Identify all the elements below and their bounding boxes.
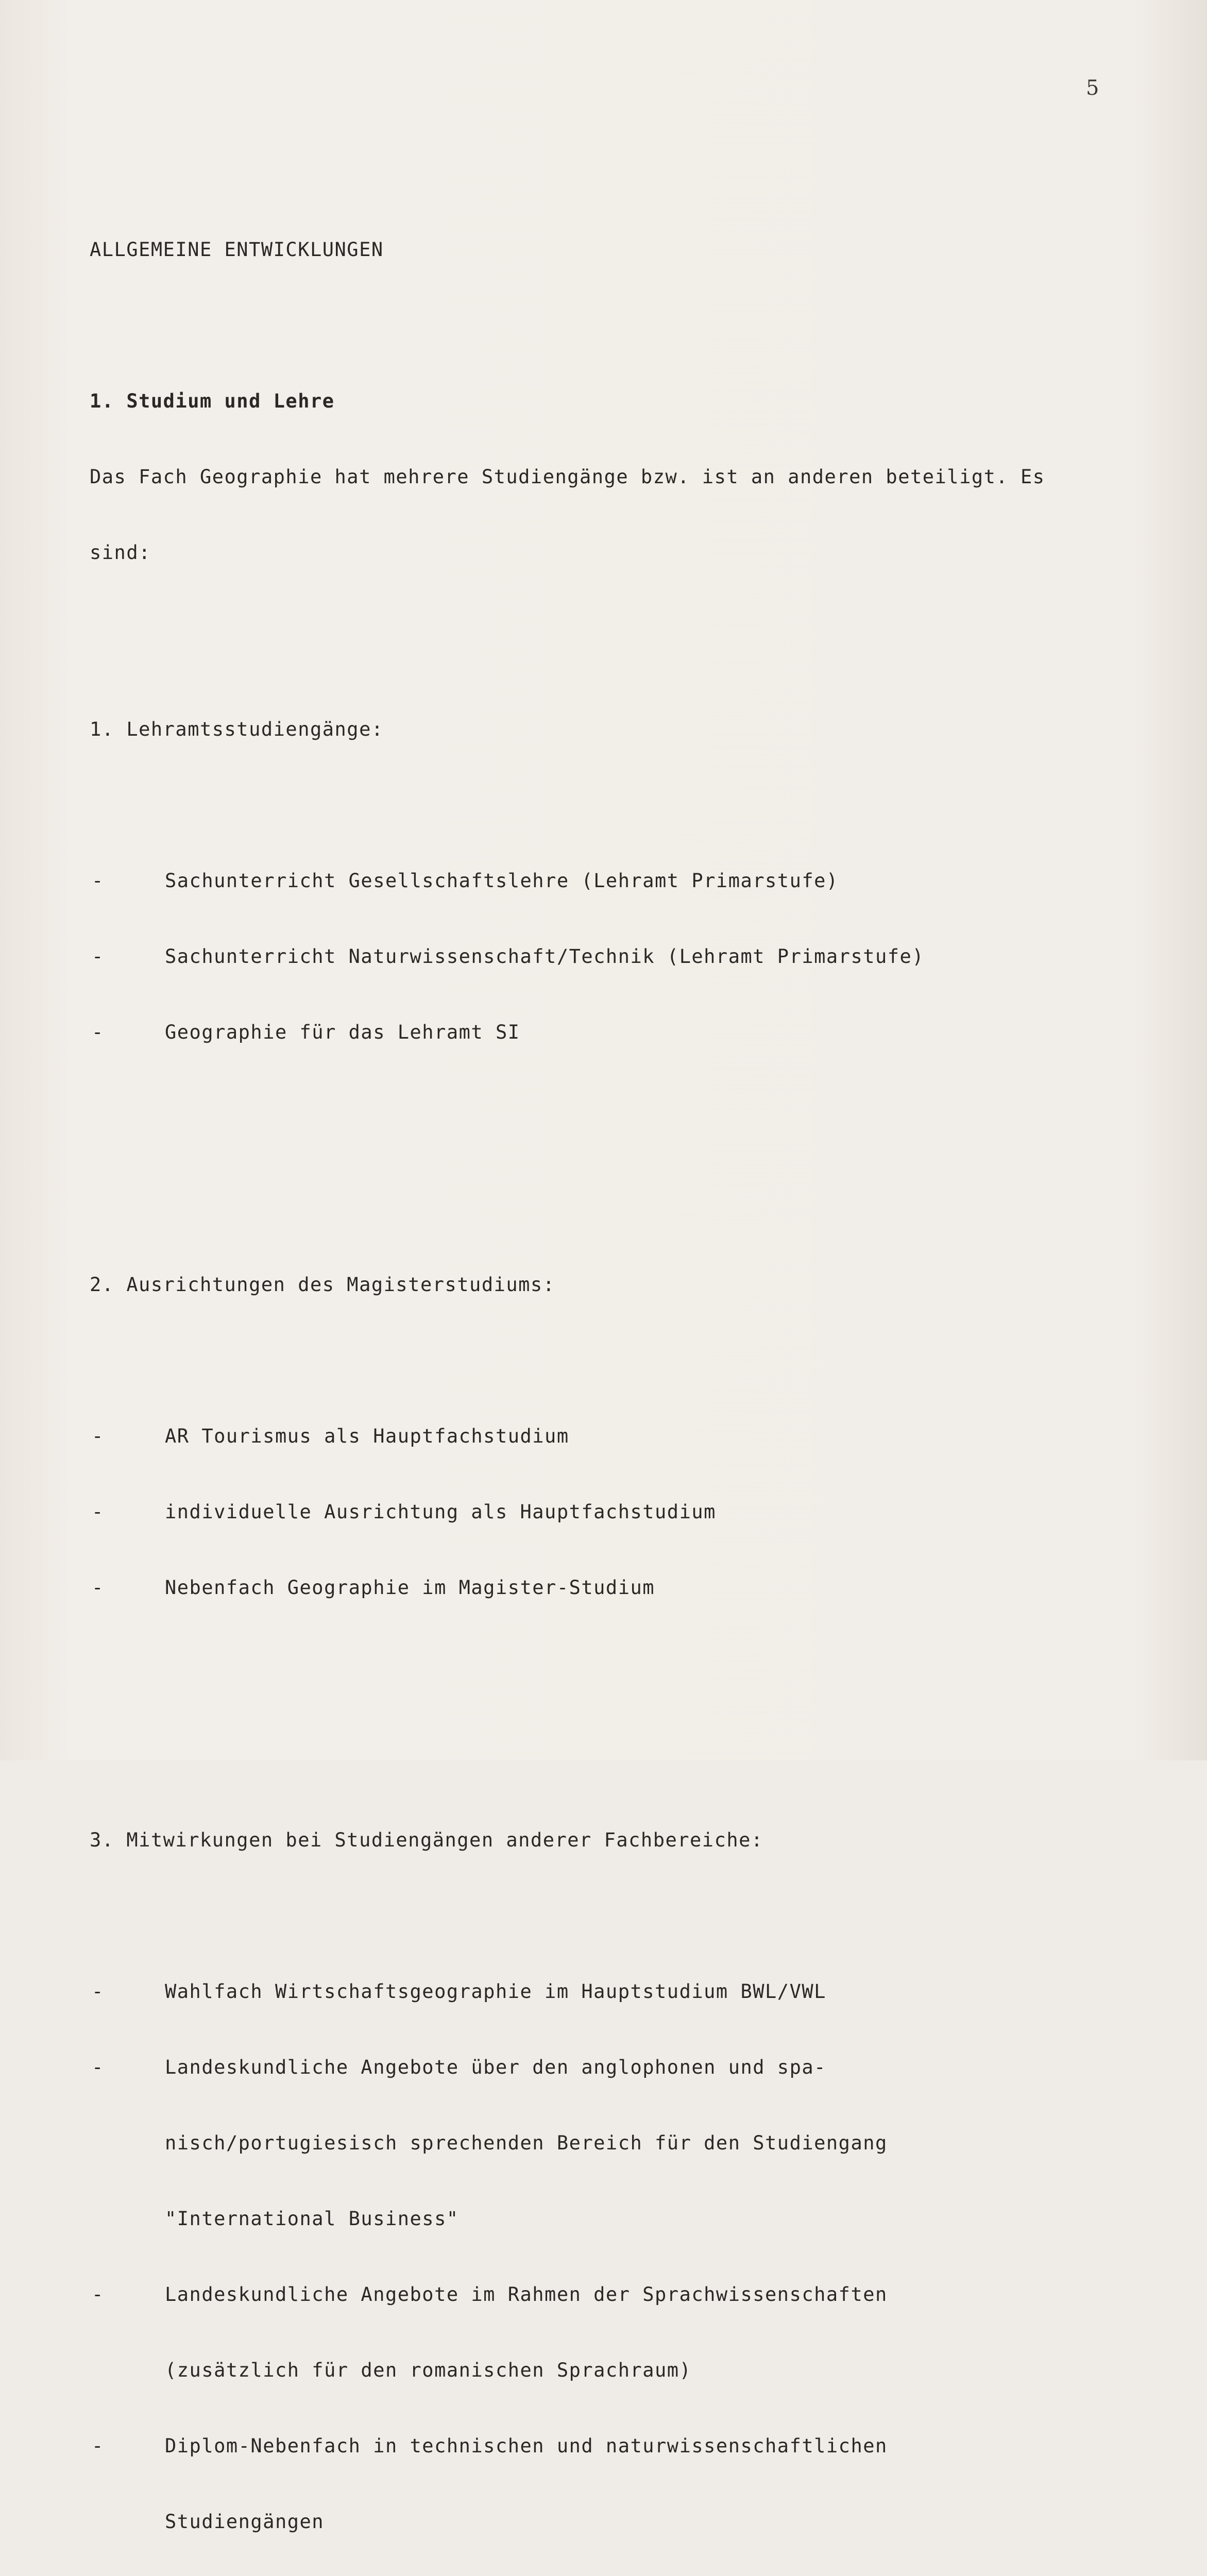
list-item-continuation: (zusätzlich für den romanischen Sprachraum)	[165, 2359, 692, 2381]
page-number: 5	[1086, 76, 1099, 100]
dash-bullet: -	[92, 2435, 104, 2457]
list-heading-magister: 2. Ausrichtungen des Magisterstudiums:	[90, 1274, 555, 1296]
list-item: - individuelle Ausrichtung als Hauptfachstudium	[90, 1499, 1130, 1524]
dash-bullet: -	[92, 870, 104, 892]
list-item: - Geographie für das Lehramt SI	[90, 1020, 1130, 1045]
list-item: - Diplom-Nebenfach in technischen und naturwissenschaftlichen	[90, 2433, 1130, 2459]
section-heading: ALLGEMEINE ENTWICKLUNGEN	[90, 239, 384, 261]
dash-bullet: -	[92, 2283, 104, 2306]
list-item: - Wahlfach Wirtschaftsgeographie im Hauptstudium BWL/VWL	[90, 1979, 1130, 2004]
intro-line: sind:	[90, 541, 151, 564]
list-item-continuation: Studiengängen	[165, 2511, 325, 2533]
list-item: - Nebenfach Geographie im Magister-Studium	[90, 1575, 1130, 1600]
dash-bullet: -	[92, 945, 104, 968]
dash-bullet: -	[92, 1577, 104, 1599]
list-item: - Sachunterricht Gesellschaftslehre (Lehramt Primarstufe)	[90, 868, 1130, 893]
dash-bullet: -	[92, 2056, 104, 2078]
list-heading-lehramt: 1. Lehramtsstudiengänge:	[90, 718, 384, 740]
list-item-continuation: "International Business"	[165, 2208, 459, 2230]
list-heading-mitwirkungen: 3. Mitwirkungen bei Studiengängen anderer Fachbereiche:	[90, 1829, 763, 1851]
dash-bullet: -	[92, 1021, 104, 1043]
list-item-continuation: nisch/portugiesisch sprechenden Bereich für den Studiengang	[165, 2132, 888, 2154]
list-item: - AR Tourismus als Hauptfachstudium	[90, 1423, 1130, 1449]
intro-line: Das Fach Geographie hat mehrere Studiengänge bzw. ist an anderen beteiligt. Es	[90, 466, 1045, 488]
document-body	[90, 187, 1130, 2576]
list-item: - Landeskundliche Angebote im Rahmen der Sprachwissenschaften	[90, 2282, 1130, 2307]
dash-bullet: -	[92, 1425, 104, 1447]
dash-bullet: -	[92, 1501, 104, 1523]
list-item: - Sachunterricht Naturwissenschaft/Technik (Lehramt Primarstufe)	[90, 944, 1130, 969]
subsection-title: 1. Studium und Lehre	[90, 390, 335, 412]
list-item: - Landeskundliche Angebote über den anglophonen und spa-	[90, 2055, 1130, 2080]
dash-bullet: -	[92, 1980, 104, 2003]
